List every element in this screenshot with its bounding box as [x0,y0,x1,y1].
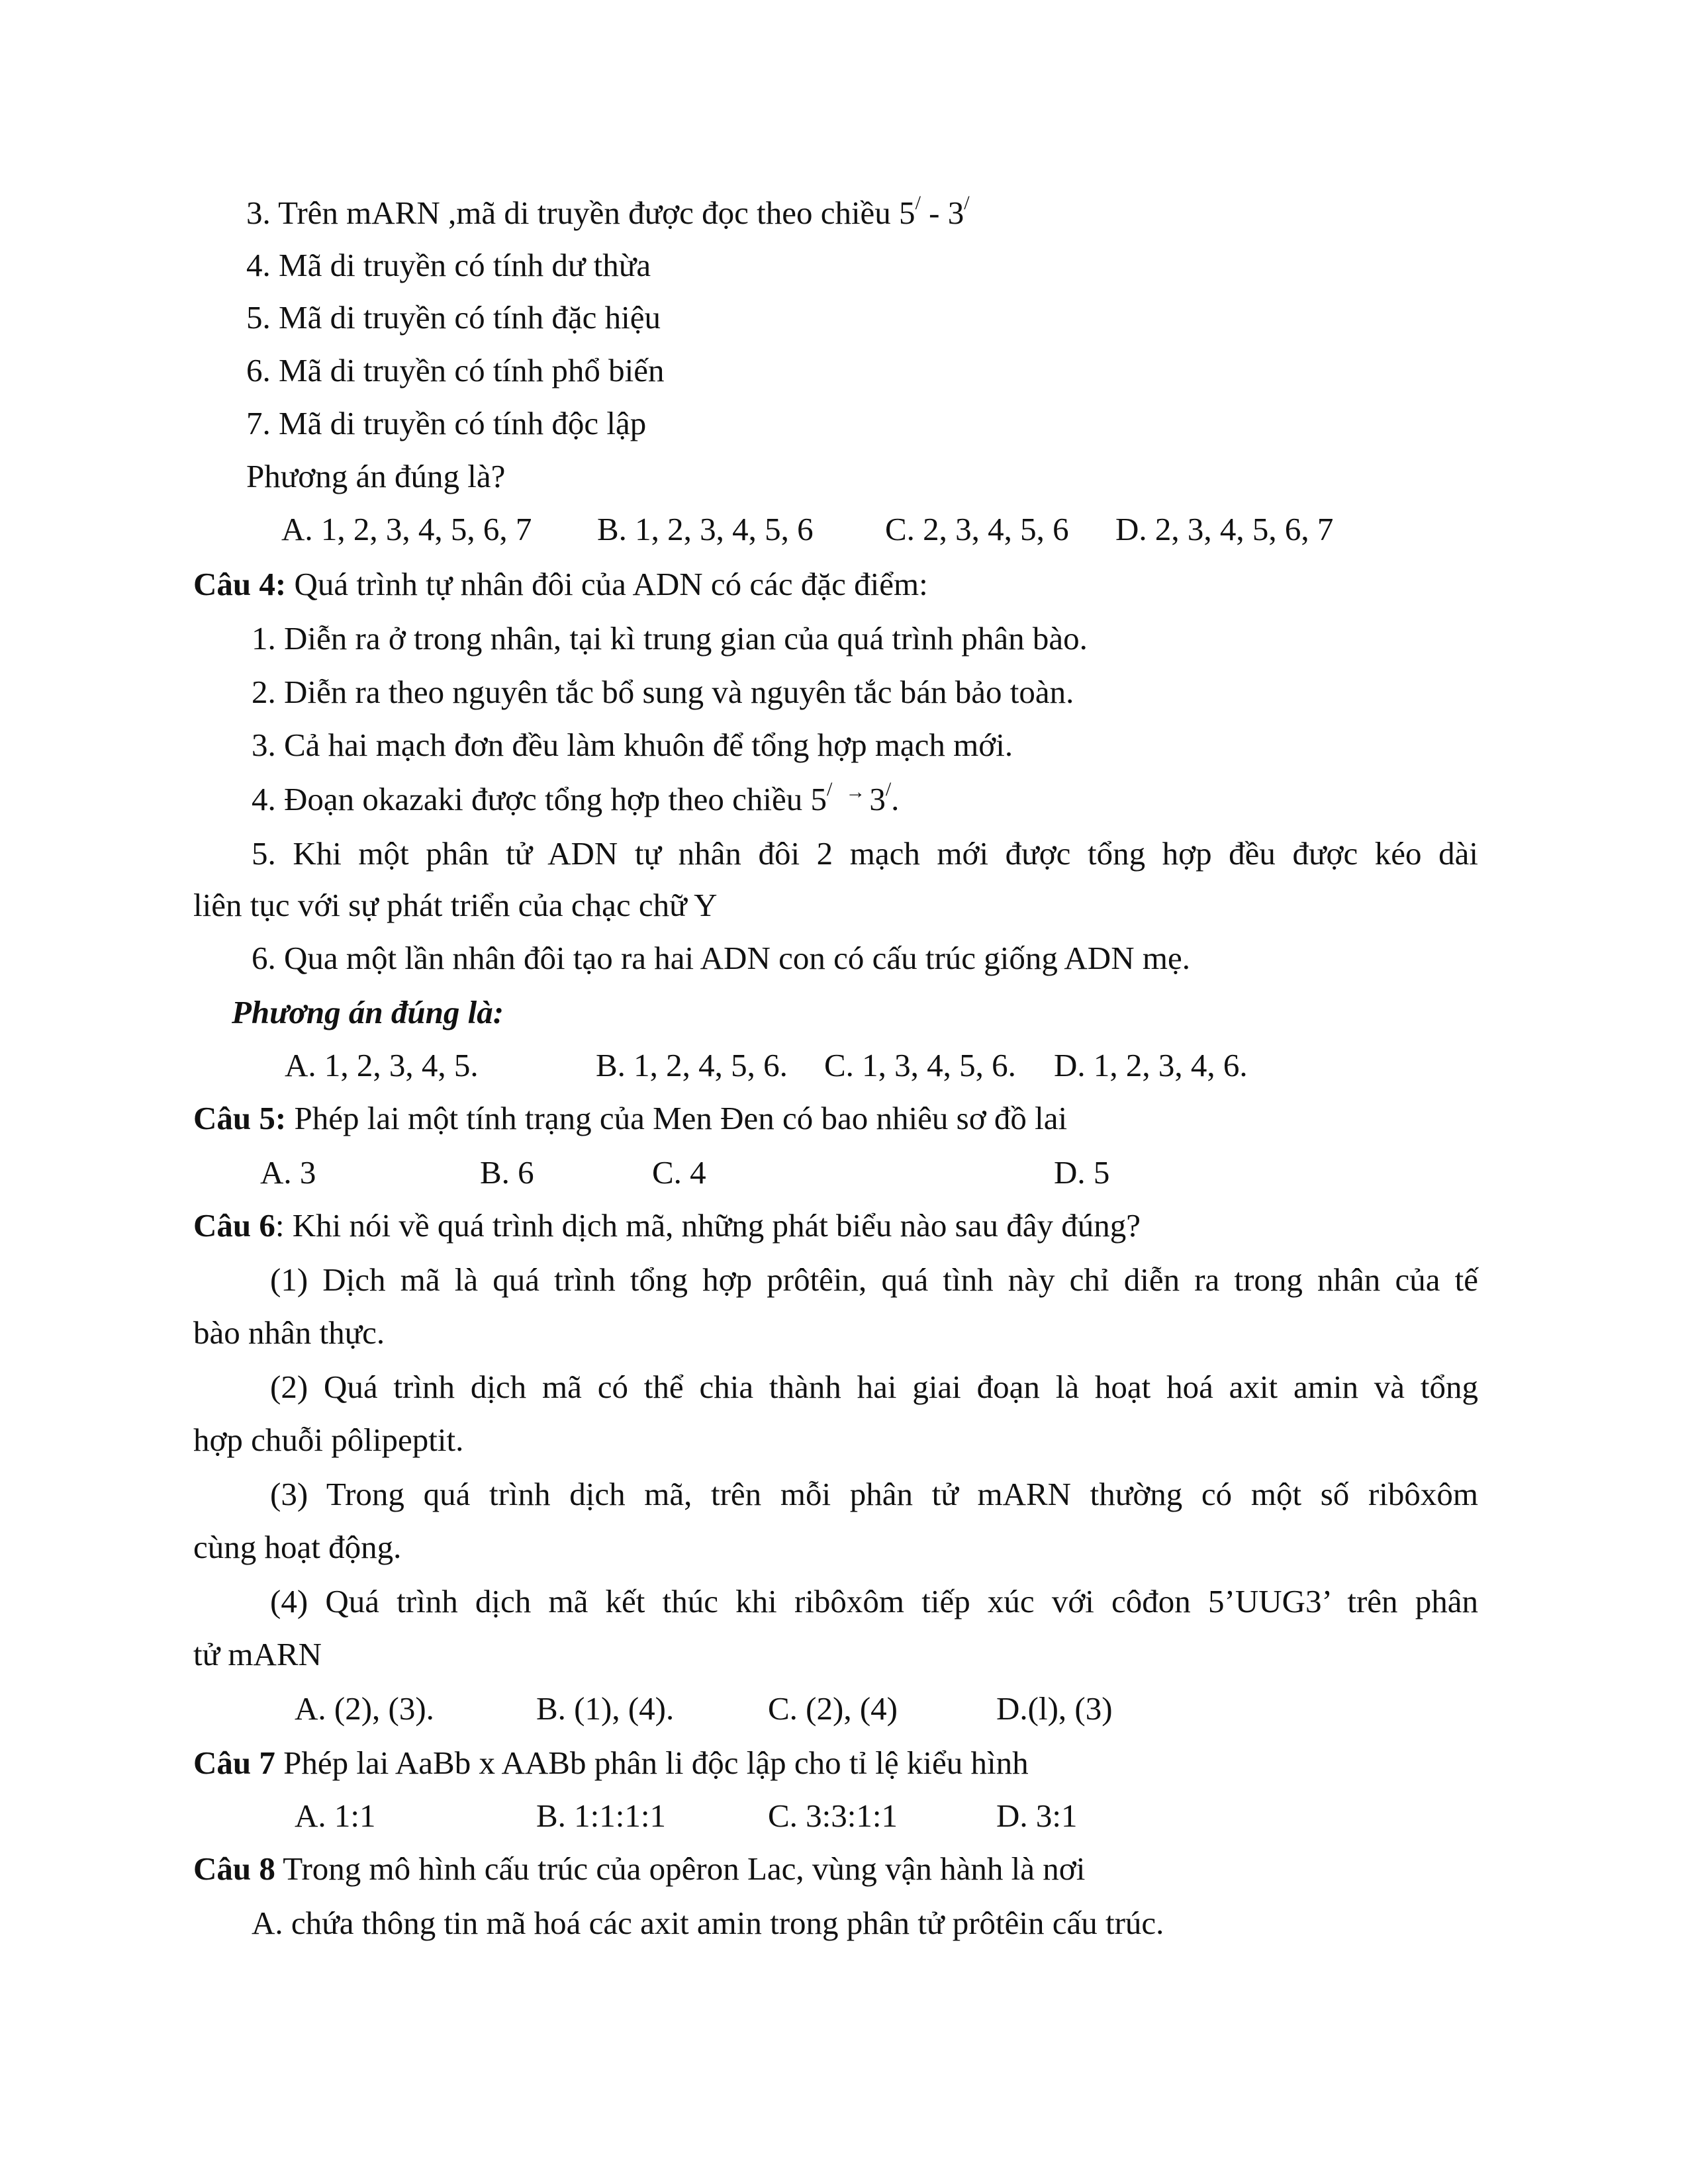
q8-label: Câu 8 [193,1850,275,1887]
q6-item-2-line2: hợp chuỗi pôlipeptit. [193,1422,464,1458]
q6-option-c: C. (2), (4) [768,1690,898,1727]
q3-item-5: 5. Mã di truyền có tính đặc hiệu [246,299,661,336]
q4-option-a: A. 1, 2, 3, 4, 5. [285,1047,479,1083]
q4-item-2: 2. Diễn ra theo nguyên tắc bổ sung và nguyên tắc bán bảo toàn. [252,674,1074,710]
q7-option-c: C. 3:3:1:1 [768,1797,898,1834]
q3-option-b: B. 1, 2, 3, 4, 5, 6 [597,511,814,547]
q5-option-b: B. 6 [480,1154,534,1191]
q4-option-b: B. 1, 2, 4, 5, 6. [596,1047,788,1083]
q5-option-a: A. 3 [260,1154,316,1191]
q5-option-c: C. 4 [652,1154,706,1191]
q4-option-d: D. 1, 2, 3, 4, 6. [1054,1047,1248,1083]
q5-label: Câu 5: [193,1100,287,1136]
q6-item-4-line1: (4) Quá trình dịch mã kết thúc khi ribôxôm tiếp xúc với côđon 5’UUG3’ trên phân [270,1583,1478,1619]
q4-item-5-line2: liên tục với sự phát triển của chạc chữ Y [193,887,718,923]
q7-label: Câu 7 [193,1745,275,1781]
q7-heading [193,1743,1029,1783]
q6-item-1-line2: bào nhân thực. [193,1314,385,1351]
q3-option-d: D. 2, 3, 4, 5, 6, 7 [1115,511,1334,547]
q6-heading [193,1206,1141,1246]
q5-heading [193,1099,1067,1138]
q3-item-7: 7. Mã di truyền có tính độc lập [246,405,647,441]
q4-option-c: C. 1, 3, 4, 5, 6. [824,1047,1016,1083]
q8-heading [193,1849,1085,1889]
q6-item-3-line1: (3) Trong quá trình dịch mã, trên mỗi phân tử mARN thường có một số ribôxôm [270,1476,1478,1512]
q6-item-2-line1: (2) Quá trình dịch mã có thể chia thành hai giai đoạn là hoạt hoá axit amin và tổng [270,1369,1478,1405]
q6-title: : Khi nói về quá trình dịch mã, những phát biểu nào sau đây đúng? [275,1207,1141,1244]
q3-option-c: C. 2, 3, 4, 5, 6 [885,511,1069,547]
q4-item-6: 6. Qua một lần nhân đôi tạo ra hai ADN con có cấu trúc giống ADN mẹ. [252,940,1190,976]
q4-item-5-line1: 5. Khi một phân tử ADN tự nhân đôi 2 mạch mới được tổng hợp đều được kéo dài [252,835,1478,872]
q4-label: Câu 4: [193,566,287,602]
q7-title: Phép lai AaBb x AABb phân li độc lập cho tỉ lệ kiểu hình [275,1745,1029,1781]
q6-item-4-line2: tử mARN [193,1636,322,1672]
q3-prompt: Phương án đúng là? [246,458,506,494]
q3-item-4: 4. Mã di truyền có tính dư thừa [246,247,651,283]
q3-item-6: 6. Mã di truyền có tính phổ biến [246,352,665,388]
q4-item-1: 1. Diễn ra ở trong nhân, tại kì trung gian của quá trình phân bào. [252,620,1088,657]
q7-option-a: A. 1:1 [295,1797,376,1834]
q4-item-3: 3. Cả hai mạch đơn đều làm khuôn để tổng hợp mạch mới. [252,727,1013,763]
q6-option-d: D.(l), (3) [996,1690,1113,1727]
q4-prompt: Phương án đúng là: [232,994,504,1030]
q4-title: Quá trình tự nhân đôi của ADN có các đặc điểm: [286,566,928,602]
q6-item-1-line1: (1) Dịch mã là quá trình tổng hợp prôtêin, quá tình này chỉ diễn ra trong nhân của tế [270,1261,1478,1298]
q6-option-b: B. (1), (4). [536,1690,675,1727]
q7-option-d: D. 3:1 [996,1797,1078,1834]
q8-option-a: A. chứa thông tin mã hoá các axit amin trong phân tử prôtêin cấu trúc. [252,1905,1164,1941]
q3-item-3: 3. Trên mARN ,mã di truyền được đọc theo chiều 5/ - 3/ [246,192,970,231]
arrow-icon: → [845,781,866,803]
q6-option-a: A. (2), (3). [295,1690,434,1727]
q5-title: Phép lai một tính trạng của Men Đen có bao nhiêu sơ đồ lai [286,1100,1068,1136]
q8-title: Trong mô hình cấu trúc của opêron Lac, vùng vận hành là nơi [275,1850,1086,1887]
q4-heading [193,565,928,604]
q4-item-4: 4. Đoạn okazaki được tổng hợp theo chiều 5/ → 3/. [252,778,900,817]
q6-label: Câu 6 [193,1207,275,1244]
q5-option-d: D. 5 [1054,1154,1110,1191]
q3-option-a: A. 1, 2, 3, 4, 5, 6, 7 [281,511,532,547]
q7-option-b: B. 1:1:1:1 [536,1797,667,1834]
q6-item-3-line2: cùng hoạt động. [193,1529,402,1565]
